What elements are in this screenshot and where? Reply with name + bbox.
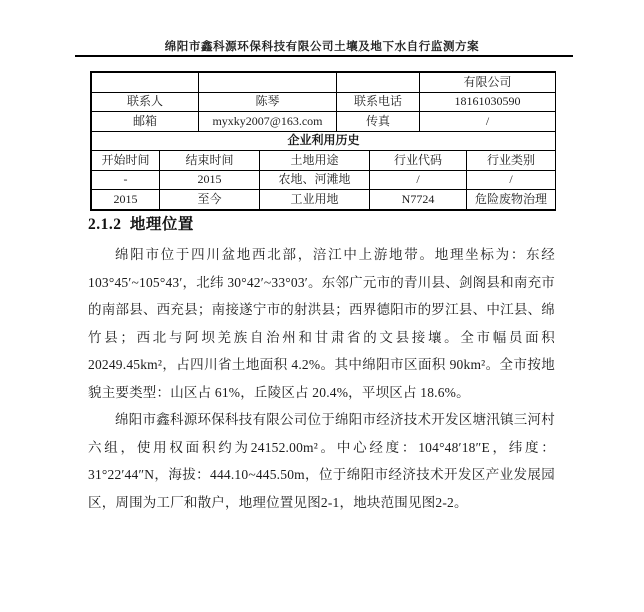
land-use-history-table xyxy=(91,131,556,210)
cell-phone-label: 联系电话 xyxy=(337,92,420,112)
cell-industry-type: / xyxy=(467,170,556,190)
table-row-email xyxy=(92,112,556,132)
table-row-history-header xyxy=(92,151,556,171)
cell-company-name-suffix: 有限公司 xyxy=(420,73,556,93)
company-info-table xyxy=(90,71,556,211)
contact-info-table xyxy=(91,72,556,132)
cell-empty xyxy=(199,73,337,93)
cell-start-time: - xyxy=(92,170,160,190)
header-rule xyxy=(75,55,573,57)
cell-fax-value: / xyxy=(420,112,556,132)
cell-phone-value: 18161030590 xyxy=(420,92,556,112)
cell-email-label: 邮箱 xyxy=(92,112,199,132)
history-title: 企业利用历史 xyxy=(92,131,556,151)
col-header-industry-code: 行业代码 xyxy=(370,151,467,171)
cell-fax-label: 传真 xyxy=(337,112,420,132)
cell-land-use: 农地、河滩地 xyxy=(260,170,370,190)
col-header-land-use: 土地用途 xyxy=(260,151,370,171)
table-row-history-2 xyxy=(92,190,556,210)
cell-industry-type: 危险废物治理 xyxy=(467,190,556,210)
cell-end-time: 至今 xyxy=(160,190,260,210)
section-body xyxy=(88,241,555,516)
cell-contact-label: 联系人 xyxy=(92,92,199,112)
cell-end-time: 2015 xyxy=(160,170,260,190)
cell-contact-value: 陈琴 xyxy=(199,92,337,112)
cell-empty xyxy=(92,73,199,93)
cell-start-time: 2015 xyxy=(92,190,160,210)
cell-industry-code: N7724 xyxy=(370,190,467,210)
col-header-end-time: 结束时间 xyxy=(160,151,260,171)
section-heading: 2.1.2 地理位置 xyxy=(88,216,194,233)
table-row-history-title xyxy=(92,131,556,151)
table-row-contact xyxy=(92,92,556,112)
paragraph-geography-overview: 绵阳市位于四川盆地西北部，涪江中上游地带。地理坐标为：东经 103°45′~105°43′，北纬 30°42′~33°03′。东邻广元市的青川县、剑阁县和南充市的南部县、西充县；南接遂宁市的射洪县；西界德阳市的罗江县、中江县、绵竹县；西北与阿坝羌族自治州和甘肃省的文县接壤。全市幅员面积 20249.45km²，占四川省土地面积 4.2%。其中绵阳市区面积 90km²。全市按地貌主要类型：山区占 61%，丘陵区占 20.4%，平坝区占 18.6%。 xyxy=(88,247,555,400)
col-header-start-time: 开始时间 xyxy=(92,151,160,171)
paragraph-company-location: 绵阳市鑫科源环保科技有限公司位于绵阳市经济技术开发区塘汛镇三河村六组，使用权面积约为24152.00m²。中心经度：104°48′18″E，纬度：31°22′44″N，海拔：444.10~445.50m，位于绵阳市经济技术开发区产业发展园区，周围为工厂和散户，地理位置见图2-1，地块范围见图2-2。 xyxy=(88,412,555,510)
table-row-company-name xyxy=(92,73,556,93)
cell-empty xyxy=(337,73,420,93)
cell-email-value: myxky2007@163.com xyxy=(199,112,337,132)
cell-land-use: 工业用地 xyxy=(260,190,370,210)
col-header-industry-type: 行业类别 xyxy=(467,151,556,171)
table-row-history-1 xyxy=(92,170,556,190)
cell-industry-code: / xyxy=(370,170,467,190)
document-header-title: 绵阳市鑫科源环保科技有限公司土壤及地下水自行监测方案 xyxy=(164,41,480,53)
